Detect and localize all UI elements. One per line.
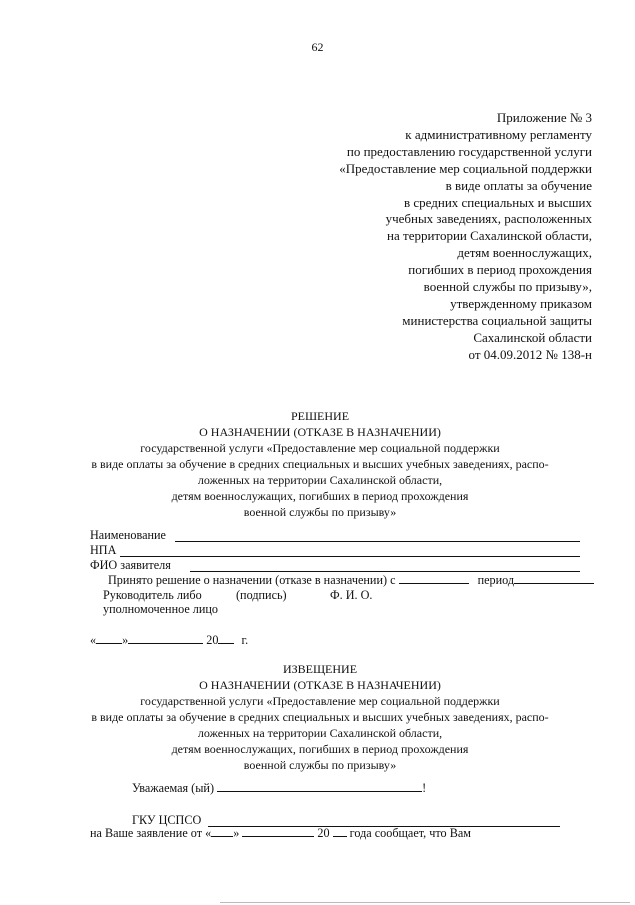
name-field[interactable] [175, 541, 580, 542]
appendix-line: на территории Сахалинской области, [387, 228, 592, 244]
statement-year-field[interactable] [333, 826, 347, 837]
period-label: период [477, 573, 515, 587]
npa-label: НПА [90, 543, 117, 557]
greeting-line [132, 781, 426, 796]
decision-title: РЕШЕНИЕ [290, 409, 350, 423]
statement-close-quote: » [233, 826, 240, 840]
appendix-line: Приложение № 3 [496, 110, 592, 125]
appendix-line: военной службы по призыву», [423, 279, 592, 295]
appendix-line: от 04.09.2012 № 138-н [468, 346, 592, 362]
appendix-line: в средних специальных и высших [403, 194, 592, 210]
decision-line: в виде оплаты за обучение в средних специальных и высших учебных заведениях, распо- [91, 457, 549, 471]
recipient-name-field[interactable] [217, 781, 422, 792]
appendix-line: «Предоставление мер социальной поддержки [339, 160, 592, 176]
authorized-person-label: уполномоченное лицо [103, 602, 219, 616]
greeting-label: Уважаемая (ый) [132, 781, 215, 795]
decision-text: Принято решение о назначении (отказе в назначении) с [108, 573, 396, 587]
notice-title: ИЗВЕЩЕНИЕ [282, 662, 358, 676]
date-from-field[interactable] [399, 573, 469, 584]
decision-line: детям военнослужащих, погибших в период прохождения [171, 489, 469, 503]
date-line [90, 633, 248, 648]
name-label: Наименование [90, 528, 166, 542]
appendix-line: погибших в период прохождения [408, 262, 592, 278]
decision-line: государственной услуги «Предоставление мер социальной поддержки [140, 441, 500, 455]
appendix-line: по предоставлению государственной услуги [346, 143, 592, 159]
statement-day-field[interactable] [211, 826, 233, 837]
appendix-line: учебных заведениях, расположенных [385, 211, 592, 227]
date-month-field[interactable] [128, 633, 203, 644]
npa-field[interactable] [120, 556, 580, 557]
date-open-quote: « [90, 633, 97, 647]
statement-line [90, 826, 471, 841]
notice-line: военной службы по призыву» [243, 758, 397, 772]
decision-line: ложенных на территории Сахалинской области, [197, 473, 443, 487]
statement-start: на Ваше заявление от « [90, 826, 212, 840]
appendix-line: Сахалинской области [473, 329, 592, 345]
page-number: 62 [311, 40, 324, 54]
statement-year-prefix: 20 [317, 826, 330, 840]
date-year-suffix: г. [241, 633, 249, 647]
statement-end: года сообщает, что Вам [349, 826, 471, 840]
appendix-line: в виде оплаты за обучение [445, 177, 592, 193]
decision-subtitle: О НАЗНАЧЕНИИ (ОТКАЗЕ В НАЗНАЧЕНИИ) [199, 425, 441, 439]
notice-line: в виде оплаты за обучение в средних специальных и высших учебных заведениях, распо- [91, 710, 549, 724]
head-label: Руководитель либо [103, 588, 202, 602]
applicant-fio-field[interactable] [190, 571, 580, 572]
statement-month-field[interactable] [242, 826, 314, 837]
notice-line: государственной услуги «Предоставление мер социальной поддержки [140, 694, 500, 708]
decision-line: военной службы по призыву» [243, 505, 397, 519]
notice-line: ложенных на территории Сахалинской области, [197, 726, 443, 740]
fio-short-label: Ф. И. О. [330, 588, 373, 602]
appendix-line: министерства социальной защиты [402, 312, 592, 328]
notice-line: детям военнослужащих, погибших в период прохождения [171, 742, 469, 756]
page-bottom-divider [220, 902, 630, 903]
date-close-quote: » [122, 633, 129, 647]
notice-title-block [60, 661, 580, 773]
signature-label: (подпись) [236, 588, 287, 602]
date-day-field[interactable] [96, 633, 122, 644]
decision-title-block [60, 408, 580, 520]
appendix-line: утвержденному приказом [450, 295, 592, 311]
period-field[interactable] [514, 573, 594, 584]
date-year-field[interactable] [218, 633, 234, 644]
org-label: ГКУ ЦСПСО [132, 813, 202, 827]
date-year-prefix: 20 [206, 633, 219, 647]
appendix-line: к административному регламенту [405, 126, 592, 142]
greeting-end: ! [422, 781, 427, 795]
notice-subtitle: О НАЗНАЧЕНИИ (ОТКАЗЕ В НАЗНАЧЕНИИ) [199, 678, 441, 692]
decision-statement [108, 573, 594, 588]
appendix-header [339, 110, 592, 364]
appendix-line: детям военнослужащих, [457, 245, 592, 261]
applicant-fio-label: ФИО заявителя [90, 558, 171, 572]
